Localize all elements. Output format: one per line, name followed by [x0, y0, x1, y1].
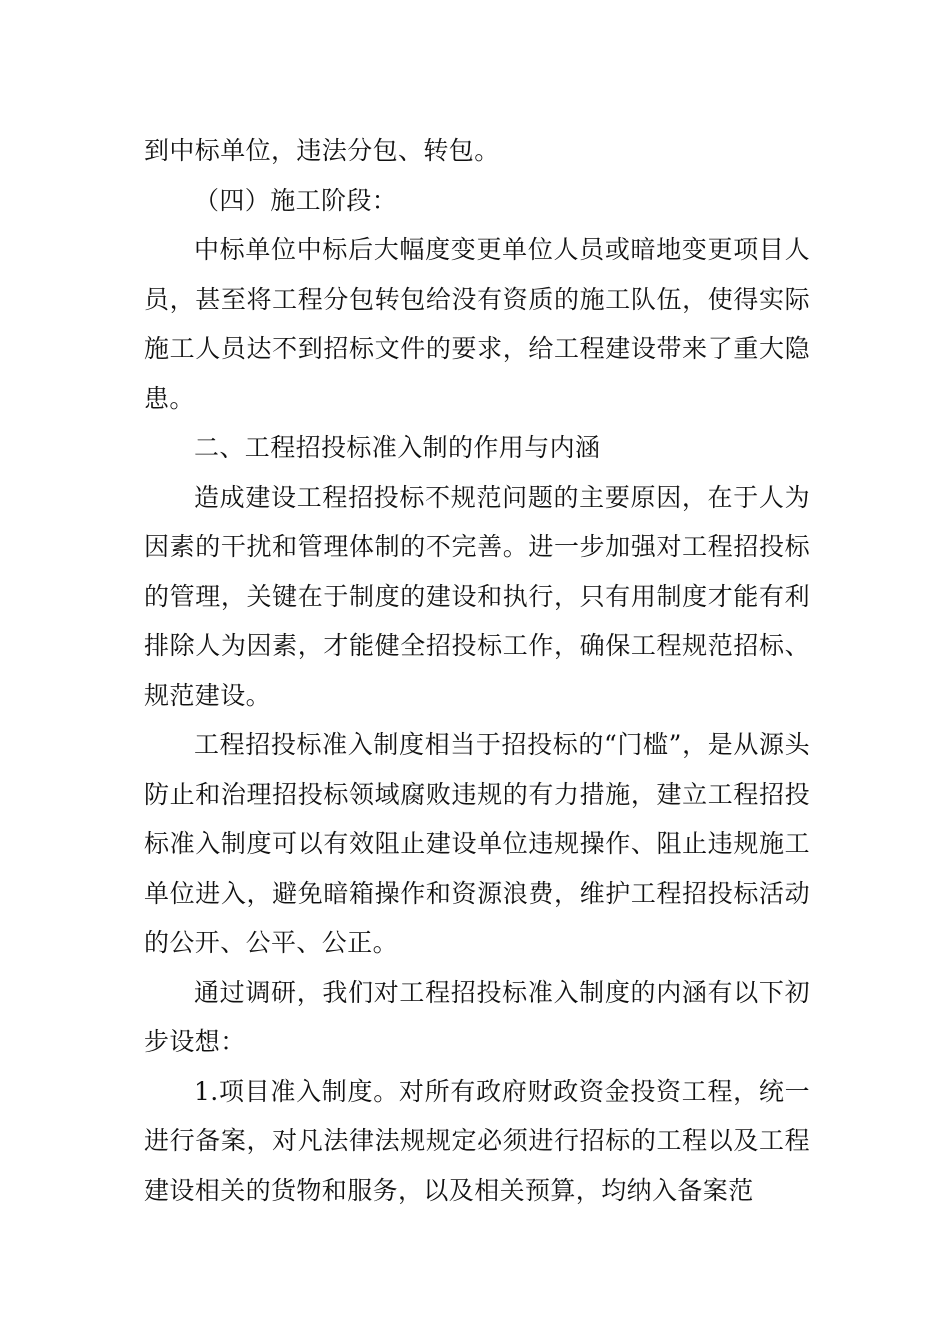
- paragraph-project-access-system: 1.项目准入制度。对所有政府财政资金投资工程，统一进行备案，对凡法律法规规定必须进行招标的工程以及工程建设相关的货物和服务，以及相关预算，均纳入备案范: [144, 1076, 810, 1205]
- paragraph-continuation: 到中标单位，违法分包、转包。: [144, 136, 500, 165]
- paragraph-main-causes: 造成建设工程招投标不规范问题的主要原因，在于人为因素的干扰和管理体制的不完善。进一步加强对工程招投标的管理，关键在于制度的建设和执行，只有用制度才能有利排除人为因素，才能健全招投标工作，确保工程规范招标、规范建设。: [144, 482, 810, 710]
- section-heading-access-system: 二、工程招投标准入制的作用与内涵: [194, 433, 601, 462]
- paragraph-construction-stage-issues: 中标单位中标后大幅度变更单位人员或暗地变更项目人员，甚至将工程分包转包给没有资质的施工队伍，使得实际施工人员达不到招标文件的要求，给工程建设带来了重大隐患。: [144, 235, 810, 413]
- paragraph-subheading-construction-stage: （四）施工阶段：: [194, 185, 398, 215]
- paragraph-threshold-definition: 工程招投标准入制度相当于招投标的“门槛”，是从源头防止和治理招投标领域腐败违规的有力措施，建立工程招投标准入制度可以有效阻止建设单位违规操作、阻止违规施工单位进入，避免暗箱操作和资源浪费，维护工程招投标活动的公开、公平、公正。: [144, 730, 810, 957]
- paragraph-research-intro: 通过调研，我们对工程招投标准入制度的内涵有以下初步设想：: [144, 977, 810, 1056]
- document-body: [144, 126, 810, 1215]
